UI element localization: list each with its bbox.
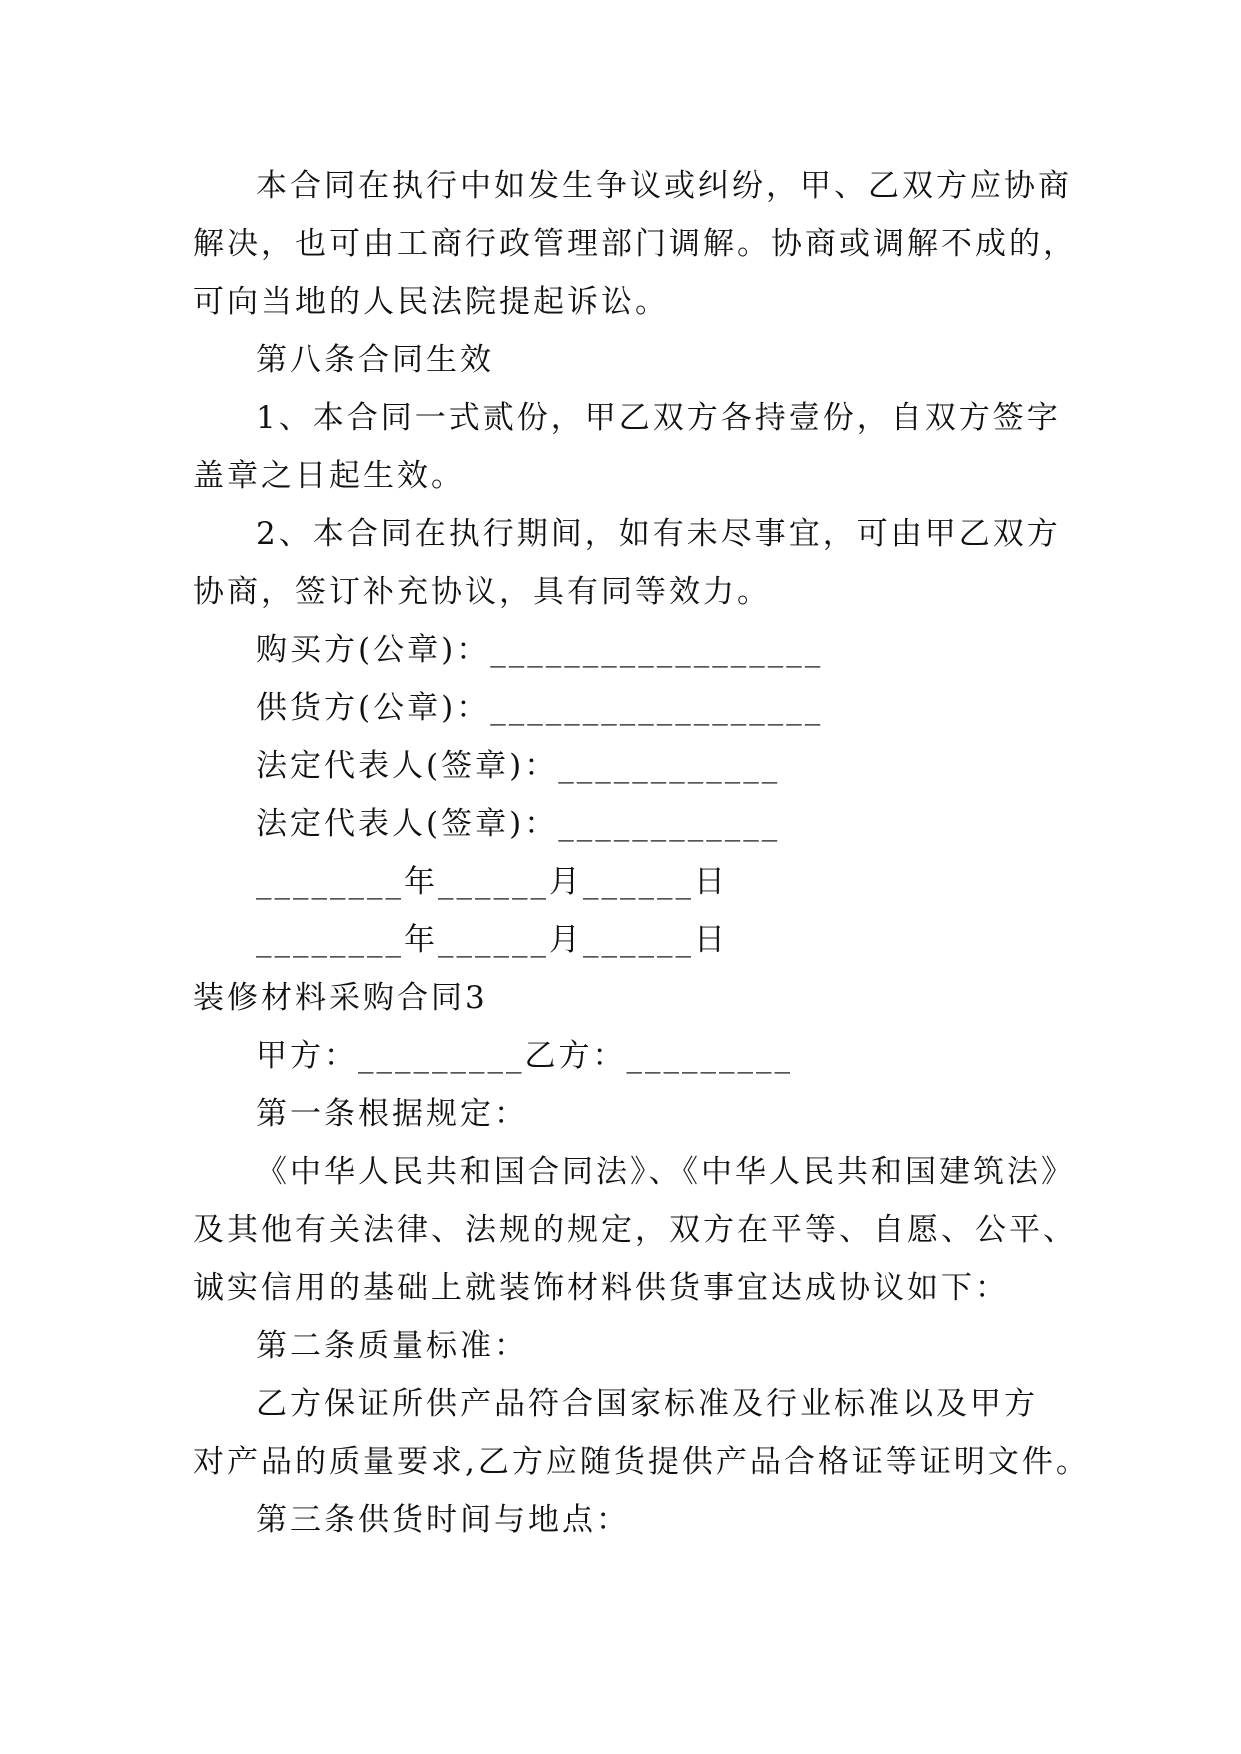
signature-field-legal-rep: 法定代表人(签章)：____________: [256, 748, 781, 784]
paragraph-line: 1、本合同一式贰份，甲乙双方各持壹份，自双方签字: [256, 400, 1061, 436]
paragraph-line: 及其他有关法律、法规的规定，双方在平等、自愿、公平、: [193, 1212, 1077, 1248]
paragraph-line: 解决，也可由工商行政管理部门调解。协商或调解不成的，: [193, 226, 1077, 262]
date-field: ________年______月______日: [256, 864, 728, 900]
paragraph-line: 盖章之日起生效。: [193, 458, 465, 494]
paragraph-line: 可向当地的人民法院提起诉讼。: [193, 284, 669, 320]
section-heading: 第三条供货时间与地点：: [256, 1502, 630, 1538]
date-field: ________年______月______日: [256, 922, 728, 958]
paragraph-line: 协商，签订补充协议，具有同等效力。: [193, 574, 771, 610]
paragraph-line: 本合同在执行中如发生争议或纠纷，甲、乙双方应协商: [256, 168, 1072, 204]
signature-field-buyer-seal: 购买方(公章)：__________________: [256, 632, 824, 668]
section-heading: 第八条合同生效: [256, 342, 494, 378]
paragraph-line: 诚实信用的基础上就装饰材料供货事宜达成协议如下：: [193, 1270, 1009, 1306]
signature-field-supplier-seal: 供货方(公章)：__________________: [256, 690, 824, 726]
signature-field-legal-rep: 法定代表人(签章)：____________: [256, 806, 781, 842]
paragraph-line: 对产品的质量要求,乙方应随货提供产品合格证等证明文件。: [193, 1444, 1090, 1480]
paragraph-line: 2、本合同在执行期间，如有未尽事宜，可由甲乙双方: [256, 516, 1061, 552]
paragraph-line: 乙方保证所供产品符合国家标准及行业标准以及甲方: [256, 1386, 1038, 1422]
section-heading: 第一条根据规定：: [256, 1096, 528, 1132]
section-heading: 第二条质量标准：: [256, 1328, 528, 1364]
contract-title: 装修材料采购合同3: [193, 980, 488, 1016]
paragraph-line: 《中华人民共和国合同法》、《中华人民共和国建筑法》: [256, 1154, 1075, 1190]
party-fields: 甲方：_________乙方：_________: [256, 1038, 793, 1074]
